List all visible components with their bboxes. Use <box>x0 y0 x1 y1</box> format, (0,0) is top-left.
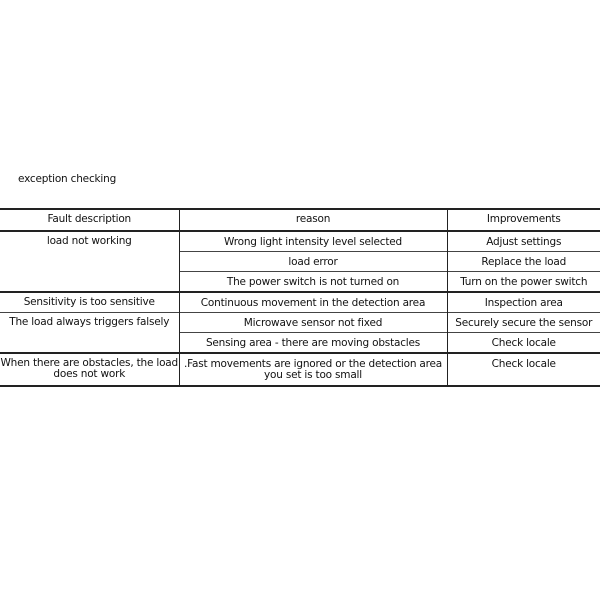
reason-cell: The power switch is not turned on <box>179 272 447 293</box>
fault-cell: When there are obstacles, the load does not work <box>0 353 179 386</box>
fault-cell <box>0 333 179 354</box>
improvement-cell: Inspection area <box>447 292 600 313</box>
fault-table <box>0 208 600 387</box>
fault-cell: The load always triggers falsely <box>0 313 179 333</box>
table-row <box>0 333 600 354</box>
improvement-cell: Check locale <box>447 333 600 354</box>
fault-cell <box>0 272 179 293</box>
reason-cell: load error <box>179 252 447 272</box>
fault-cell <box>0 252 179 272</box>
header-improvements: Improvements <box>447 209 600 231</box>
fault-cell: Sensitivity is too sensitive <box>0 292 179 313</box>
table-row <box>0 353 600 386</box>
improvement-cell: Check locale <box>447 353 600 386</box>
reason-cell: Continuous movement in the detection area <box>179 292 447 313</box>
table-row <box>0 231 600 252</box>
header-fault-description: Fault description <box>0 209 179 231</box>
header-reason: reason <box>179 209 447 231</box>
table-row <box>0 292 600 313</box>
reason-cell: .Fast movements are ignored or the detection area you set is too small <box>179 353 447 386</box>
improvement-cell: Turn on the power switch <box>447 272 600 293</box>
table-header-row <box>0 209 600 231</box>
reason-cell: Sensing area - there are moving obstacles <box>179 333 447 354</box>
table-row <box>0 272 600 293</box>
reason-cell: Wrong light intensity level selected <box>179 231 447 252</box>
section-title: exception checking <box>18 173 117 185</box>
fault-cell: load not working <box>0 231 179 252</box>
table-row <box>0 313 600 333</box>
improvement-cell: Replace the load <box>447 252 600 272</box>
improvement-cell: Adjust settings <box>447 231 600 252</box>
reason-cell: Microwave sensor not fixed <box>179 313 447 333</box>
table-row <box>0 252 600 272</box>
improvement-cell: Securely secure the sensor <box>447 313 600 333</box>
